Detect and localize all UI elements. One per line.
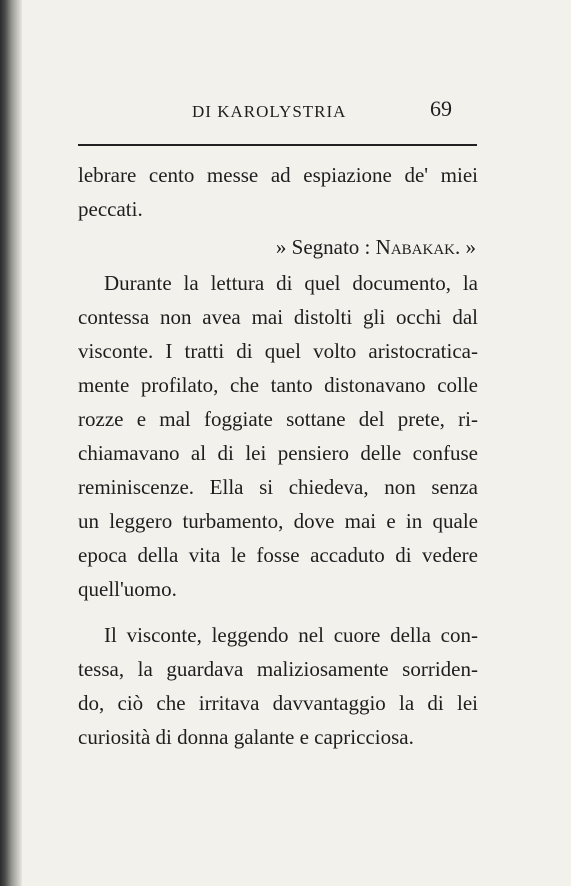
running-head: DI KAROLYSTRIA bbox=[192, 102, 347, 121]
text-line: visconte. I tratti di quel volto aristocratica- bbox=[78, 339, 478, 363]
paragraph-1 bbox=[78, 158, 478, 226]
text-line: mente profilato, che tanto distonavano colle bbox=[78, 373, 478, 397]
text-line: do, ciò che irritava davvantaggio la di lei bbox=[78, 691, 478, 715]
text-line: peccati. bbox=[78, 197, 143, 221]
page-number: 69 bbox=[430, 96, 452, 121]
signature-line bbox=[78, 230, 478, 264]
book-spine-edge bbox=[0, 0, 22, 886]
text-line: rozze e mal foggiate sottane del prete, ri- bbox=[78, 407, 478, 431]
paragraph-3 bbox=[78, 618, 478, 754]
text-line: Durante la lettura di quel documento, la bbox=[104, 271, 478, 295]
text-line: epoca della vita le fosse accaduto di vedere bbox=[78, 543, 478, 567]
header-rule bbox=[78, 144, 477, 146]
paragraph-2 bbox=[78, 266, 478, 606]
signature-name: Nabakak. bbox=[375, 235, 461, 259]
text-line: reminiscenze. Ella si chiedeva, non senza bbox=[78, 475, 478, 499]
text-line: quell'uomo. bbox=[78, 577, 177, 601]
text-line: curiosità di donna galante e capricciosa. bbox=[78, 725, 414, 749]
text-line: lebrare cento messe ad espiazione de' miei bbox=[78, 163, 478, 187]
body-text bbox=[78, 158, 478, 754]
page-header bbox=[22, 92, 571, 132]
book-page bbox=[22, 0, 571, 886]
text-line: Il visconte, leggendo nel cuore della con- bbox=[104, 623, 478, 647]
text-line: contessa non avea mai distolti gli occhi dal bbox=[78, 305, 478, 329]
text-line: tessa, la guardava maliziosamente sorriden- bbox=[78, 657, 478, 681]
text-line: chiamavano al di lei pensiero delle confuse bbox=[78, 441, 478, 465]
text-line: un leggero turbamento, dove mai e in quale bbox=[78, 509, 478, 533]
signature-prefix: » Segnato : bbox=[275, 235, 376, 259]
signature-suffix: » bbox=[460, 235, 476, 259]
